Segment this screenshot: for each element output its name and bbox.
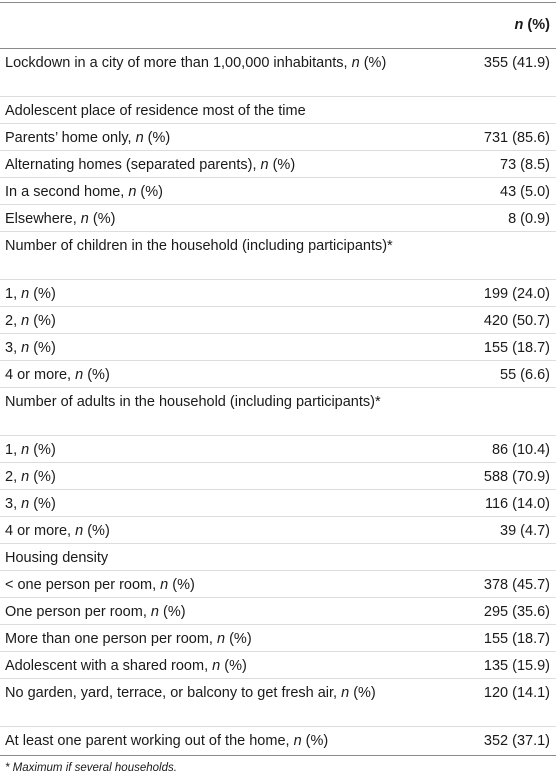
table-row bbox=[0, 652, 556, 679]
row-label-text: One person per room, bbox=[5, 604, 151, 620]
row-value bbox=[400, 544, 556, 548]
row-label bbox=[0, 97, 400, 121]
table-footnote: * Maximum if several households. bbox=[5, 762, 177, 774]
table-row bbox=[0, 334, 556, 361]
row-label-suffix: (%) bbox=[301, 733, 329, 749]
row-value: 55 (6.6) bbox=[500, 367, 550, 383]
row-label-suffix: (%) bbox=[136, 184, 163, 200]
row-label bbox=[0, 334, 400, 358]
table-row bbox=[0, 307, 556, 334]
row-label-suffix: (%) bbox=[359, 55, 387, 71]
row-label bbox=[0, 205, 400, 229]
row-value: 199 (24.0) bbox=[483, 286, 550, 302]
table-row bbox=[0, 361, 556, 388]
row-label-text: 1, bbox=[5, 286, 22, 302]
row-label-n: n bbox=[351, 55, 360, 71]
row-label-suffix: (%) bbox=[29, 469, 56, 485]
row-label-text: Lockdown in a city of more than 1,00,000 inhabitants, bbox=[5, 55, 352, 71]
row-value: 43 (5.0) bbox=[500, 184, 550, 200]
row-label bbox=[0, 388, 400, 412]
row-label-n: n bbox=[21, 469, 30, 485]
row-label-n: n bbox=[21, 496, 30, 512]
row-label-text: 2, bbox=[5, 313, 22, 329]
row-label-text: 4 or more, bbox=[5, 523, 76, 539]
row-label-n: n bbox=[80, 211, 89, 227]
row-label-suffix: (%) bbox=[83, 367, 110, 383]
row-label-n: n bbox=[135, 130, 144, 146]
row-label-suffix: (%) bbox=[168, 577, 195, 593]
row-label-n: n bbox=[260, 157, 269, 173]
row-label-suffix: (%) bbox=[225, 631, 252, 647]
row-label-text: 4 or more, bbox=[5, 367, 76, 383]
row-value: 378 (45.7) bbox=[483, 577, 550, 593]
table-row bbox=[0, 151, 556, 178]
row-value bbox=[400, 97, 556, 101]
row-label-text: Elsewhere, bbox=[5, 211, 81, 227]
row-label-text: 2, bbox=[5, 469, 22, 485]
table-row bbox=[0, 178, 556, 205]
row-label-suffix: (%) bbox=[29, 340, 56, 356]
row-label-n: n bbox=[150, 604, 159, 620]
row-label-suffix: (%) bbox=[29, 442, 56, 458]
row-label bbox=[0, 652, 400, 676]
table-row bbox=[0, 490, 556, 517]
row-label-text: Number of children in the household (including participants)* bbox=[5, 238, 393, 254]
table-row bbox=[0, 463, 556, 490]
row-label-suffix: (%) bbox=[29, 496, 56, 512]
row-label-text: 3, bbox=[5, 496, 22, 512]
row-value: 588 (70.9) bbox=[483, 469, 550, 485]
row-value: 155 (18.7) bbox=[483, 631, 550, 647]
table-row bbox=[0, 517, 556, 544]
row-value: 39 (4.7) bbox=[500, 523, 550, 539]
row-value: 155 (18.7) bbox=[483, 340, 550, 356]
row-value: 116 (14.0) bbox=[484, 496, 550, 512]
row-label bbox=[0, 463, 400, 487]
row-label-n: n bbox=[160, 577, 169, 593]
row-label bbox=[0, 232, 400, 256]
row-label-suffix: (%) bbox=[220, 658, 247, 674]
table-row bbox=[0, 388, 556, 436]
row-label bbox=[0, 679, 400, 703]
table-row bbox=[0, 571, 556, 598]
row-value: 120 (14.1) bbox=[483, 685, 550, 701]
row-value bbox=[400, 388, 556, 392]
row-label-suffix: (%) bbox=[83, 523, 110, 539]
row-value: 352 (37.1) bbox=[483, 733, 550, 749]
row-label-n: n bbox=[21, 313, 30, 329]
row-label-n: n bbox=[21, 340, 30, 356]
row-value: 73 (8.5) bbox=[500, 157, 550, 173]
row-label-n: n bbox=[75, 367, 84, 383]
column-header-n-percent: n (%) bbox=[514, 17, 550, 33]
row-label-text: Parents’ home only, bbox=[5, 130, 136, 146]
row-label-suffix: (%) bbox=[158, 604, 186, 620]
table-row bbox=[0, 280, 556, 307]
row-label-text: 3, bbox=[5, 340, 22, 356]
row-label-n: n bbox=[293, 733, 302, 749]
row-label-text: Adolescent with a shared room, bbox=[5, 658, 213, 674]
row-label bbox=[0, 178, 400, 202]
table-header bbox=[0, 3, 556, 49]
data-table bbox=[0, 2, 556, 774]
row-label-text: At least one parent working out of the home, bbox=[5, 733, 294, 749]
row-label-n: n bbox=[212, 658, 221, 674]
row-label bbox=[0, 490, 400, 514]
table-row bbox=[0, 436, 556, 463]
row-label-text: Adolescent place of residence most of the time bbox=[5, 103, 306, 119]
row-label bbox=[0, 307, 400, 331]
row-label-text: More than one person per room, bbox=[5, 631, 217, 647]
row-label bbox=[0, 544, 400, 568]
row-value: 355 (41.9) bbox=[483, 55, 550, 71]
table-row bbox=[0, 625, 556, 652]
row-label-n: n bbox=[75, 523, 84, 539]
table-row bbox=[0, 232, 556, 280]
row-value: 8 (0.9) bbox=[508, 211, 550, 227]
row-label bbox=[0, 361, 400, 385]
table-row bbox=[0, 727, 556, 755]
row-label-suffix: (%) bbox=[143, 130, 171, 146]
row-label bbox=[0, 598, 400, 622]
row-label bbox=[0, 727, 400, 751]
row-label-n: n bbox=[341, 685, 350, 701]
row-label-suffix: (%) bbox=[268, 157, 296, 173]
row-label-suffix: (%) bbox=[29, 286, 56, 302]
row-label bbox=[0, 571, 400, 595]
row-value: 420 (50.7) bbox=[483, 313, 550, 329]
row-label-text: Alternating homes (separated parents), bbox=[5, 157, 261, 173]
table-row bbox=[0, 97, 556, 124]
row-label-text: 1, bbox=[5, 442, 22, 458]
row-label-n: n bbox=[216, 631, 226, 647]
table-body bbox=[0, 49, 556, 756]
row-label-text: In a second home, bbox=[5, 184, 129, 200]
row-value: 135 (15.9) bbox=[483, 658, 550, 674]
row-value: 86 (10.4) bbox=[491, 442, 550, 458]
row-label bbox=[0, 151, 400, 175]
row-label-suffix: (%) bbox=[88, 211, 116, 227]
row-label bbox=[0, 124, 400, 148]
row-label-text: No garden, yard, terrace, or balcony to get fresh air, bbox=[5, 685, 342, 701]
row-label bbox=[0, 517, 400, 541]
row-label-n: n bbox=[21, 442, 30, 458]
table-row bbox=[0, 598, 556, 625]
row-label-text: < one person per room, bbox=[5, 577, 161, 593]
table-row bbox=[0, 544, 556, 571]
row-label bbox=[0, 49, 400, 73]
row-label-n: n bbox=[128, 184, 137, 200]
table-row bbox=[0, 49, 556, 97]
row-label-text: Number of adults in the household (including participants)* bbox=[5, 394, 381, 410]
row-label bbox=[0, 280, 400, 304]
row-label-n: n bbox=[21, 286, 30, 302]
row-value: 731 (85.6) bbox=[483, 130, 550, 146]
row-label-text: Housing density bbox=[5, 550, 109, 566]
row-label-suffix: (%) bbox=[29, 313, 56, 329]
table-row bbox=[0, 205, 556, 232]
table-row bbox=[0, 124, 556, 151]
row-label bbox=[0, 625, 400, 649]
row-value: 295 (35.6) bbox=[483, 604, 550, 620]
row-label-suffix: (%) bbox=[349, 685, 376, 701]
row-value bbox=[400, 232, 556, 236]
table-row bbox=[0, 679, 556, 727]
row-label bbox=[0, 436, 400, 460]
